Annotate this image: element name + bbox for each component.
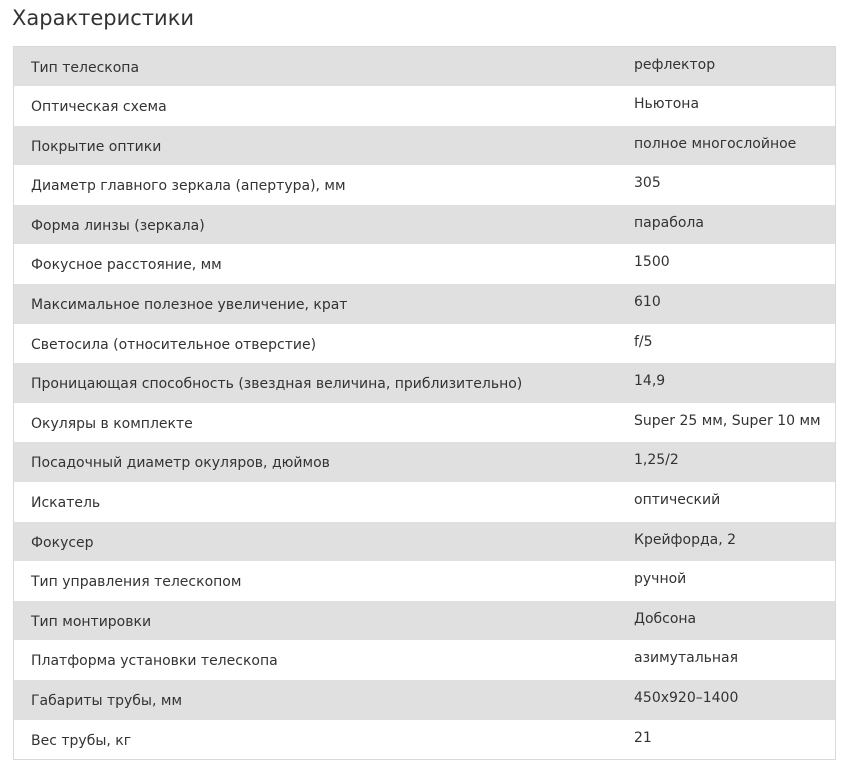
spec-name: Оптическая схема [31, 99, 167, 116]
spec-name: Платформа установки телескопа [31, 653, 278, 670]
spec-row [14, 522, 836, 562]
spec-row [14, 720, 836, 760]
spec-name: Светосила (относительное отверстие) [31, 336, 317, 353]
spec-row [14, 482, 836, 522]
spec-row [14, 442, 836, 482]
spec-value: 21 [634, 729, 652, 746]
spec-row [14, 680, 836, 720]
spec-value: рефлектор [634, 57, 716, 73]
spec-name: Проницающая способность (звездная величина, приблизительно) [31, 376, 523, 393]
spec-value: 14,9 [634, 373, 666, 390]
spec-row [14, 244, 836, 284]
spec-name: Покрытие оптики [31, 138, 162, 155]
spec-name: Фокусное расстояние, мм [31, 257, 222, 274]
spec-value: полное многослойное [634, 135, 797, 152]
spec-value: 610 [634, 294, 661, 311]
spec-name: Окуляры в комплекте [31, 415, 193, 432]
spec-row [14, 561, 836, 601]
spec-row [14, 640, 836, 680]
spec-name: Тип телескопа [31, 60, 140, 76]
spec-row [14, 165, 836, 205]
specs-table-body [14, 47, 836, 760]
spec-value: Добсона [634, 610, 697, 627]
spec-name: Габариты трубы, мм [31, 693, 183, 709]
spec-name: Диаметр главного зеркала (апертура), мм [31, 178, 346, 195]
spec-value: f/5 [634, 333, 653, 350]
spec-row [14, 86, 836, 126]
spec-name: Форма линзы (зеркала) [31, 217, 205, 234]
spec-row [14, 47, 836, 87]
spec-value: азимутальная [634, 650, 739, 667]
spec-value: 1500 [634, 254, 670, 271]
spec-value: 1,25/2 [634, 452, 679, 469]
spec-row [14, 126, 836, 166]
spec-value: 305 [634, 175, 661, 192]
spec-row [14, 324, 836, 364]
spec-value: парабола [634, 214, 704, 231]
spec-row [14, 363, 836, 403]
spec-value: ручной [634, 571, 687, 588]
spec-name: Максимальное полезное увеличение, крат [31, 297, 348, 314]
spec-value: оптический [634, 492, 721, 509]
spec-name: Вес трубы, кг [31, 732, 132, 749]
spec-row [14, 284, 836, 324]
spec-name: Фокусер [31, 534, 94, 551]
section-title: Характеристики [12, 6, 195, 30]
spec-value: Крейфорда, 2 [634, 531, 737, 548]
spec-value: Super 25 мм, Super 10 мм [634, 412, 821, 429]
spec-name: Искатель [31, 495, 101, 512]
spec-value: 450х920–1400 [634, 690, 739, 706]
spec-row [14, 403, 836, 443]
spec-value: Ньютона [634, 96, 700, 113]
spec-row [14, 205, 836, 245]
spec-row [14, 601, 836, 641]
spec-name: Тип управления телескопом [31, 574, 242, 591]
spec-name: Тип монтировки [31, 613, 152, 630]
spec-name: Посадочный диаметр окуляров, дюймов [31, 455, 330, 472]
specs-table [13, 46, 836, 760]
